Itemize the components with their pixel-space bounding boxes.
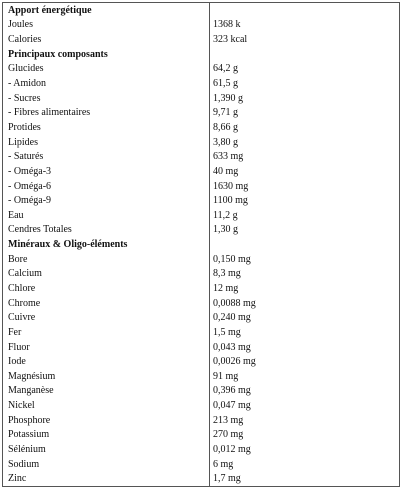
section-title: Principaux composants [8, 48, 108, 60]
table-row [3, 428, 400, 443]
section-value-cell [210, 237, 400, 252]
table-row [3, 310, 400, 325]
nutrient-label: Sodium [8, 458, 40, 470]
table-row [3, 32, 400, 47]
section-header-row [3, 3, 400, 18]
table-row [3, 267, 400, 282]
nutrient-label: Eau [8, 209, 24, 221]
nutrient-label: - Fibres alimentaires [8, 107, 91, 119]
section-header-row [3, 47, 400, 62]
table-row [3, 354, 400, 369]
nutrient-value: 91 mg [210, 369, 400, 384]
nutrient-label: - Sucres [8, 92, 41, 104]
table-row [3, 76, 400, 91]
nutrient-value: 0,0088 mg [210, 296, 400, 311]
nutrient-value: 1,7 mg [210, 472, 400, 487]
table-row [3, 457, 400, 472]
nutrient-value: 213 mg [210, 413, 400, 428]
nutrient-label: - Oméga-6 [8, 180, 52, 192]
nutrient-value: 9,71 g [210, 105, 400, 120]
nutrient-label: Cendres Totales [8, 224, 72, 236]
table-row [3, 120, 400, 135]
table-row [3, 340, 400, 355]
nutrient-value: 61,5 g [210, 76, 400, 91]
nutrient-value: 11,2 g [210, 208, 400, 223]
table-row [3, 62, 400, 77]
section-value-cell [210, 47, 400, 62]
section-header-row [3, 237, 400, 252]
nutrient-label: Lipides [8, 136, 38, 148]
nutrient-label: Manganèse [8, 385, 54, 397]
nutrient-value: 1100 mg [210, 193, 400, 208]
nutrient-label: Calories [8, 34, 42, 46]
table-row [3, 179, 400, 194]
nutrient-label: - Oméga-9 [8, 195, 52, 207]
nutrient-label: Magnésium [8, 370, 56, 382]
nutrient-label: Phosphore [8, 414, 51, 426]
nutrient-value: 0,047 mg [210, 398, 400, 413]
nutrient-value: 12 mg [210, 281, 400, 296]
nutrition-table-body [3, 3, 400, 487]
nutrient-value: 8,66 g [210, 120, 400, 135]
nutrient-value: 270 mg [210, 428, 400, 443]
nutrient-label: Protides [8, 121, 41, 133]
nutrient-value: 0,0026 mg [210, 354, 400, 369]
nutrient-label: Fluor [8, 341, 30, 353]
table-row [3, 296, 400, 311]
nutrient-value: 40 mg [210, 164, 400, 179]
nutrient-label: Fer [8, 326, 22, 338]
nutrient-label: - Saturés [8, 151, 44, 163]
section-title: Minéraux & Oligo-éléments [8, 239, 128, 251]
nutrient-label: Joules [8, 19, 33, 31]
nutrient-label: Sélénium [8, 444, 46, 456]
table-row [3, 369, 400, 384]
table-row [3, 18, 400, 33]
nutrient-label: Chlore [8, 282, 36, 294]
nutrient-label: Nickel [8, 400, 35, 412]
nutrient-label: Potassium [8, 429, 50, 441]
table-row [3, 135, 400, 150]
section-title: Apport énergétique [8, 4, 92, 16]
nutrient-value: 1,390 g [210, 91, 400, 106]
table-row [3, 193, 400, 208]
table-row [3, 149, 400, 164]
table-row [3, 91, 400, 106]
nutrient-value: 1368 k [210, 18, 400, 33]
nutrient-label: - Amidon [8, 78, 47, 90]
nutrient-value: 633 mg [210, 149, 400, 164]
nutrient-value: 1,5 mg [210, 325, 400, 340]
nutrient-label: Chrome [8, 297, 41, 309]
nutrient-value: 1630 mg [210, 179, 400, 194]
nutrient-label: Glucides [8, 63, 44, 75]
table-row [3, 442, 400, 457]
nutrient-label: Cuivre [8, 312, 36, 324]
table-row [3, 164, 400, 179]
nutrient-value: 8,3 mg [210, 267, 400, 282]
nutrient-value: 6 mg [210, 457, 400, 472]
nutrient-value: 0,240 mg [210, 310, 400, 325]
nutrient-label: Bore [8, 253, 28, 265]
nutrient-value: 3,80 g [210, 135, 400, 150]
section-value-cell [210, 3, 400, 18]
table-row [3, 472, 400, 487]
table-row [3, 325, 400, 340]
nutrient-value: 0,012 mg [210, 442, 400, 457]
nutrient-value: 0,043 mg [210, 340, 400, 355]
nutrient-value: 0,396 mg [210, 384, 400, 399]
table-row [3, 384, 400, 399]
table-row [3, 208, 400, 223]
table-row [3, 398, 400, 413]
nutrient-value: 1,30 g [210, 223, 400, 238]
nutrition-table-container [2, 2, 400, 487]
nutrient-value: 323 kcal [210, 32, 400, 47]
table-row [3, 413, 400, 428]
nutrient-value: 0,150 mg [210, 252, 400, 267]
table-row [3, 252, 400, 267]
nutrient-label: Calcium [8, 268, 42, 280]
nutrition-table [2, 2, 400, 487]
nutrient-label: - Oméga-3 [8, 165, 52, 177]
table-row [3, 223, 400, 238]
nutrient-label: Zinc [8, 473, 27, 485]
table-row [3, 105, 400, 120]
nutrient-label: Iode [8, 356, 26, 368]
table-row [3, 281, 400, 296]
nutrient-value: 64,2 g [210, 62, 400, 77]
